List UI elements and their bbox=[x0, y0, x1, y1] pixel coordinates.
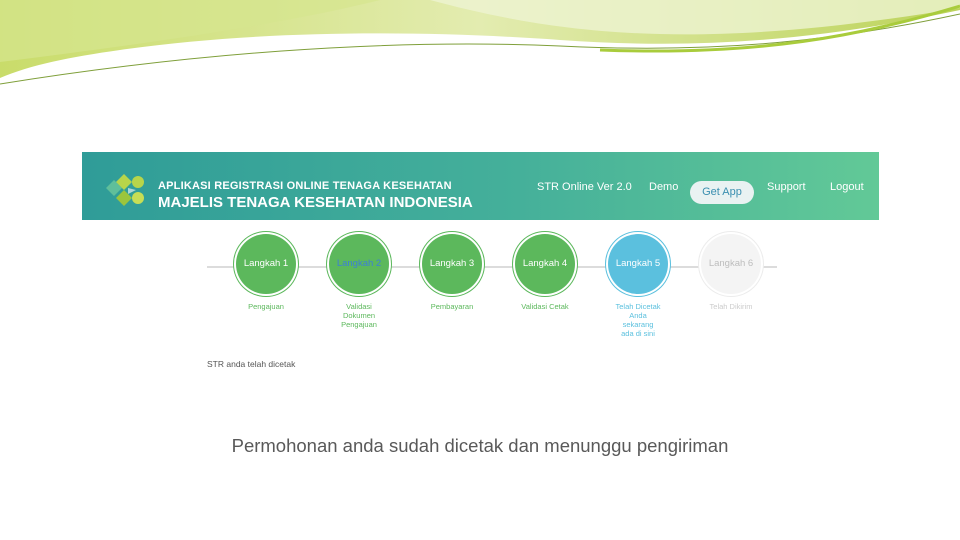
nav-version-link[interactable]: STR Online Ver 2.0 bbox=[537, 181, 632, 193]
step-label-5-sublabel: Anda sekarang ada di sini bbox=[621, 311, 655, 338]
nav-logout-link[interactable]: Logout bbox=[830, 181, 864, 193]
app-title-line2: MAJELIS TENAGA KESEHATAN INDONESIA bbox=[158, 194, 473, 211]
app-title-line1: APLIKASI REGISTRASI ONLINE TENAGA KESEHATAN bbox=[158, 180, 452, 192]
app-header bbox=[82, 152, 879, 220]
step-circle-5[interactable]: Langkah 5 bbox=[608, 234, 668, 294]
nav-demo-link[interactable]: Demo bbox=[649, 181, 679, 193]
app-screenshot bbox=[82, 152, 879, 369]
nav-support-link[interactable]: Support bbox=[767, 181, 806, 193]
step-circle-2[interactable]: Langkah 2 bbox=[329, 234, 389, 294]
step-label-5-title: Telah Dicetak bbox=[615, 302, 661, 311]
step-label-3: Pembayaran bbox=[430, 302, 474, 311]
logo-icon bbox=[106, 170, 148, 212]
step-circle-6[interactable]: Langkah 6 bbox=[701, 234, 761, 294]
get-app-button[interactable]: Get App bbox=[690, 181, 754, 204]
decorative-swoosh bbox=[0, 0, 960, 90]
step-label-5 bbox=[593, 302, 683, 338]
step-circle-1[interactable]: Langkah 1 bbox=[236, 234, 296, 294]
step-circle-3[interactable]: Langkah 3 bbox=[422, 234, 482, 294]
page-message: Permohonan anda sudah dicetak dan menunggu pengiriman bbox=[231, 435, 729, 456]
step-label-6: Telah Dikirim bbox=[709, 302, 753, 311]
status-text: STR anda telah dicetak bbox=[207, 359, 296, 369]
step-label-1: Pengajuan bbox=[248, 302, 284, 311]
step-circle-4[interactable]: Langkah 4 bbox=[515, 234, 575, 294]
step-label-4: Validasi Cetak bbox=[521, 302, 569, 311]
step-label-2: Validasi Dokumen Pengajuan bbox=[341, 302, 377, 329]
